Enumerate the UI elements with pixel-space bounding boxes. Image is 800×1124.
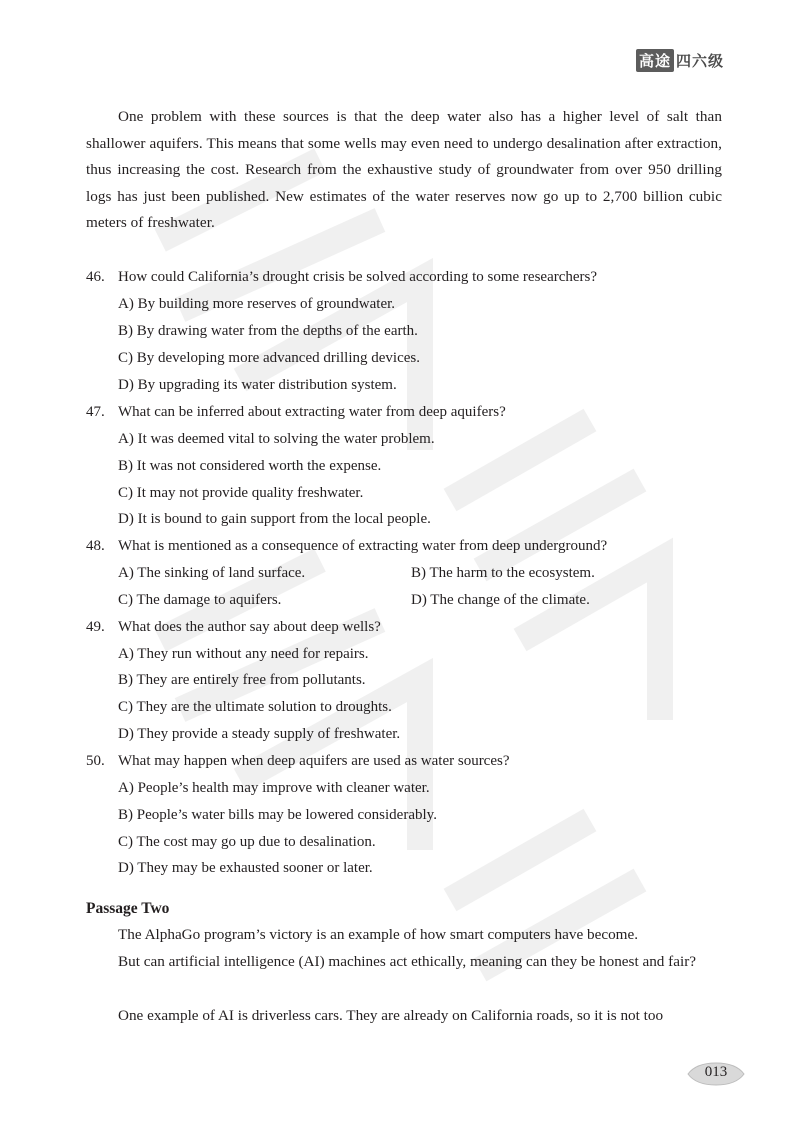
passage-two-title: Passage Two bbox=[86, 900, 170, 917]
question-48 bbox=[86, 533, 607, 560]
option-46b: B) By drawing water from the depths of the earth. bbox=[118, 323, 418, 339]
option-46a: A) By building more reserves of groundwater. bbox=[118, 296, 396, 312]
question-47 bbox=[86, 399, 506, 426]
passage-two-paragraph-1: The AlphaGo program’s victory is an example of how smart computers have become. bbox=[118, 926, 639, 943]
question-49 bbox=[86, 614, 381, 641]
option-48c: C) The damage to aquifers. bbox=[118, 592, 282, 608]
option-49d: D) They provide a steady supply of freshwater. bbox=[118, 726, 401, 742]
question-text: What is mentioned as a consequence of extracting water from deep underground? bbox=[118, 538, 608, 554]
option-48d: D) The change of the climate. bbox=[411, 592, 590, 608]
option-50a: A) People’s health may improve with cleaner water. bbox=[118, 780, 430, 796]
option-50c: C) The cost may go up due to desalination. bbox=[118, 834, 376, 850]
brand-logo-text: 四六级 bbox=[675, 51, 724, 70]
brand-logo bbox=[636, 49, 724, 71]
question-number: 46. bbox=[86, 269, 105, 285]
question-number: 50. bbox=[86, 753, 105, 769]
option-49b: B) They are entirely free from pollutants. bbox=[118, 672, 366, 688]
question-number: 48. bbox=[86, 538, 105, 554]
passage-one-paragraph: One problem with these sources is that the deep water also has a higher level of salt than shallower aquifers. This means that some wells may even need to undergo desalination after extraction, thus increasing the cost. Research from the exhaustive study of groundwater from over 950 drilling logs has just been published. New estimates of the water reserves now go up to 2,700 billion cubic meters of freshwater. bbox=[86, 108, 722, 232]
option-47d: D) It is bound to gain support from the local people. bbox=[118, 511, 431, 527]
question-46 bbox=[86, 264, 597, 291]
option-49c: C) They are the ultimate solution to droughts. bbox=[118, 699, 392, 715]
option-46d: D) By upgrading its water distribution system. bbox=[118, 377, 397, 393]
option-47a: A) It was deemed vital to solving the water problem. bbox=[118, 431, 435, 447]
brand-logo-box: 高途 bbox=[636, 49, 674, 72]
option-46c: C) By developing more advanced drilling devices. bbox=[118, 350, 420, 366]
option-47b: B) It was not considered worth the expense. bbox=[118, 458, 382, 474]
question-number: 49. bbox=[86, 619, 105, 635]
question-text: What may happen when deep aquifers are used as water sources? bbox=[118, 753, 510, 769]
passage-two-paragraph-2: But can artificial intelligence (AI) machines act ethically, meaning can they be honest and fair? bbox=[118, 953, 696, 970]
option-49a: A) They run without any need for repairs. bbox=[118, 646, 369, 662]
option-48b: B) The harm to the ecosystem. bbox=[411, 565, 595, 581]
option-48a: A) The sinking of land surface. bbox=[118, 565, 306, 581]
question-text: How could California’s drought crisis be solved according to some researchers? bbox=[118, 269, 598, 285]
question-50 bbox=[86, 748, 510, 775]
question-text: What can be inferred about extracting water from deep aquifers? bbox=[118, 404, 506, 420]
page-number: 013 bbox=[704, 1064, 728, 1080]
option-50d: D) They may be exhausted sooner or later. bbox=[118, 860, 373, 876]
page-number-tab bbox=[686, 1061, 746, 1087]
passage-two-paragraph-3: One example of AI is driverless cars. They are already on California roads, so it is not too bbox=[118, 1007, 664, 1024]
question-text: What does the author say about deep wells? bbox=[118, 619, 381, 635]
option-50b: B) People’s water bills may be lowered considerably. bbox=[118, 807, 437, 823]
question-number: 47. bbox=[86, 404, 105, 420]
option-47c: C) It may not provide quality freshwater. bbox=[118, 485, 364, 501]
